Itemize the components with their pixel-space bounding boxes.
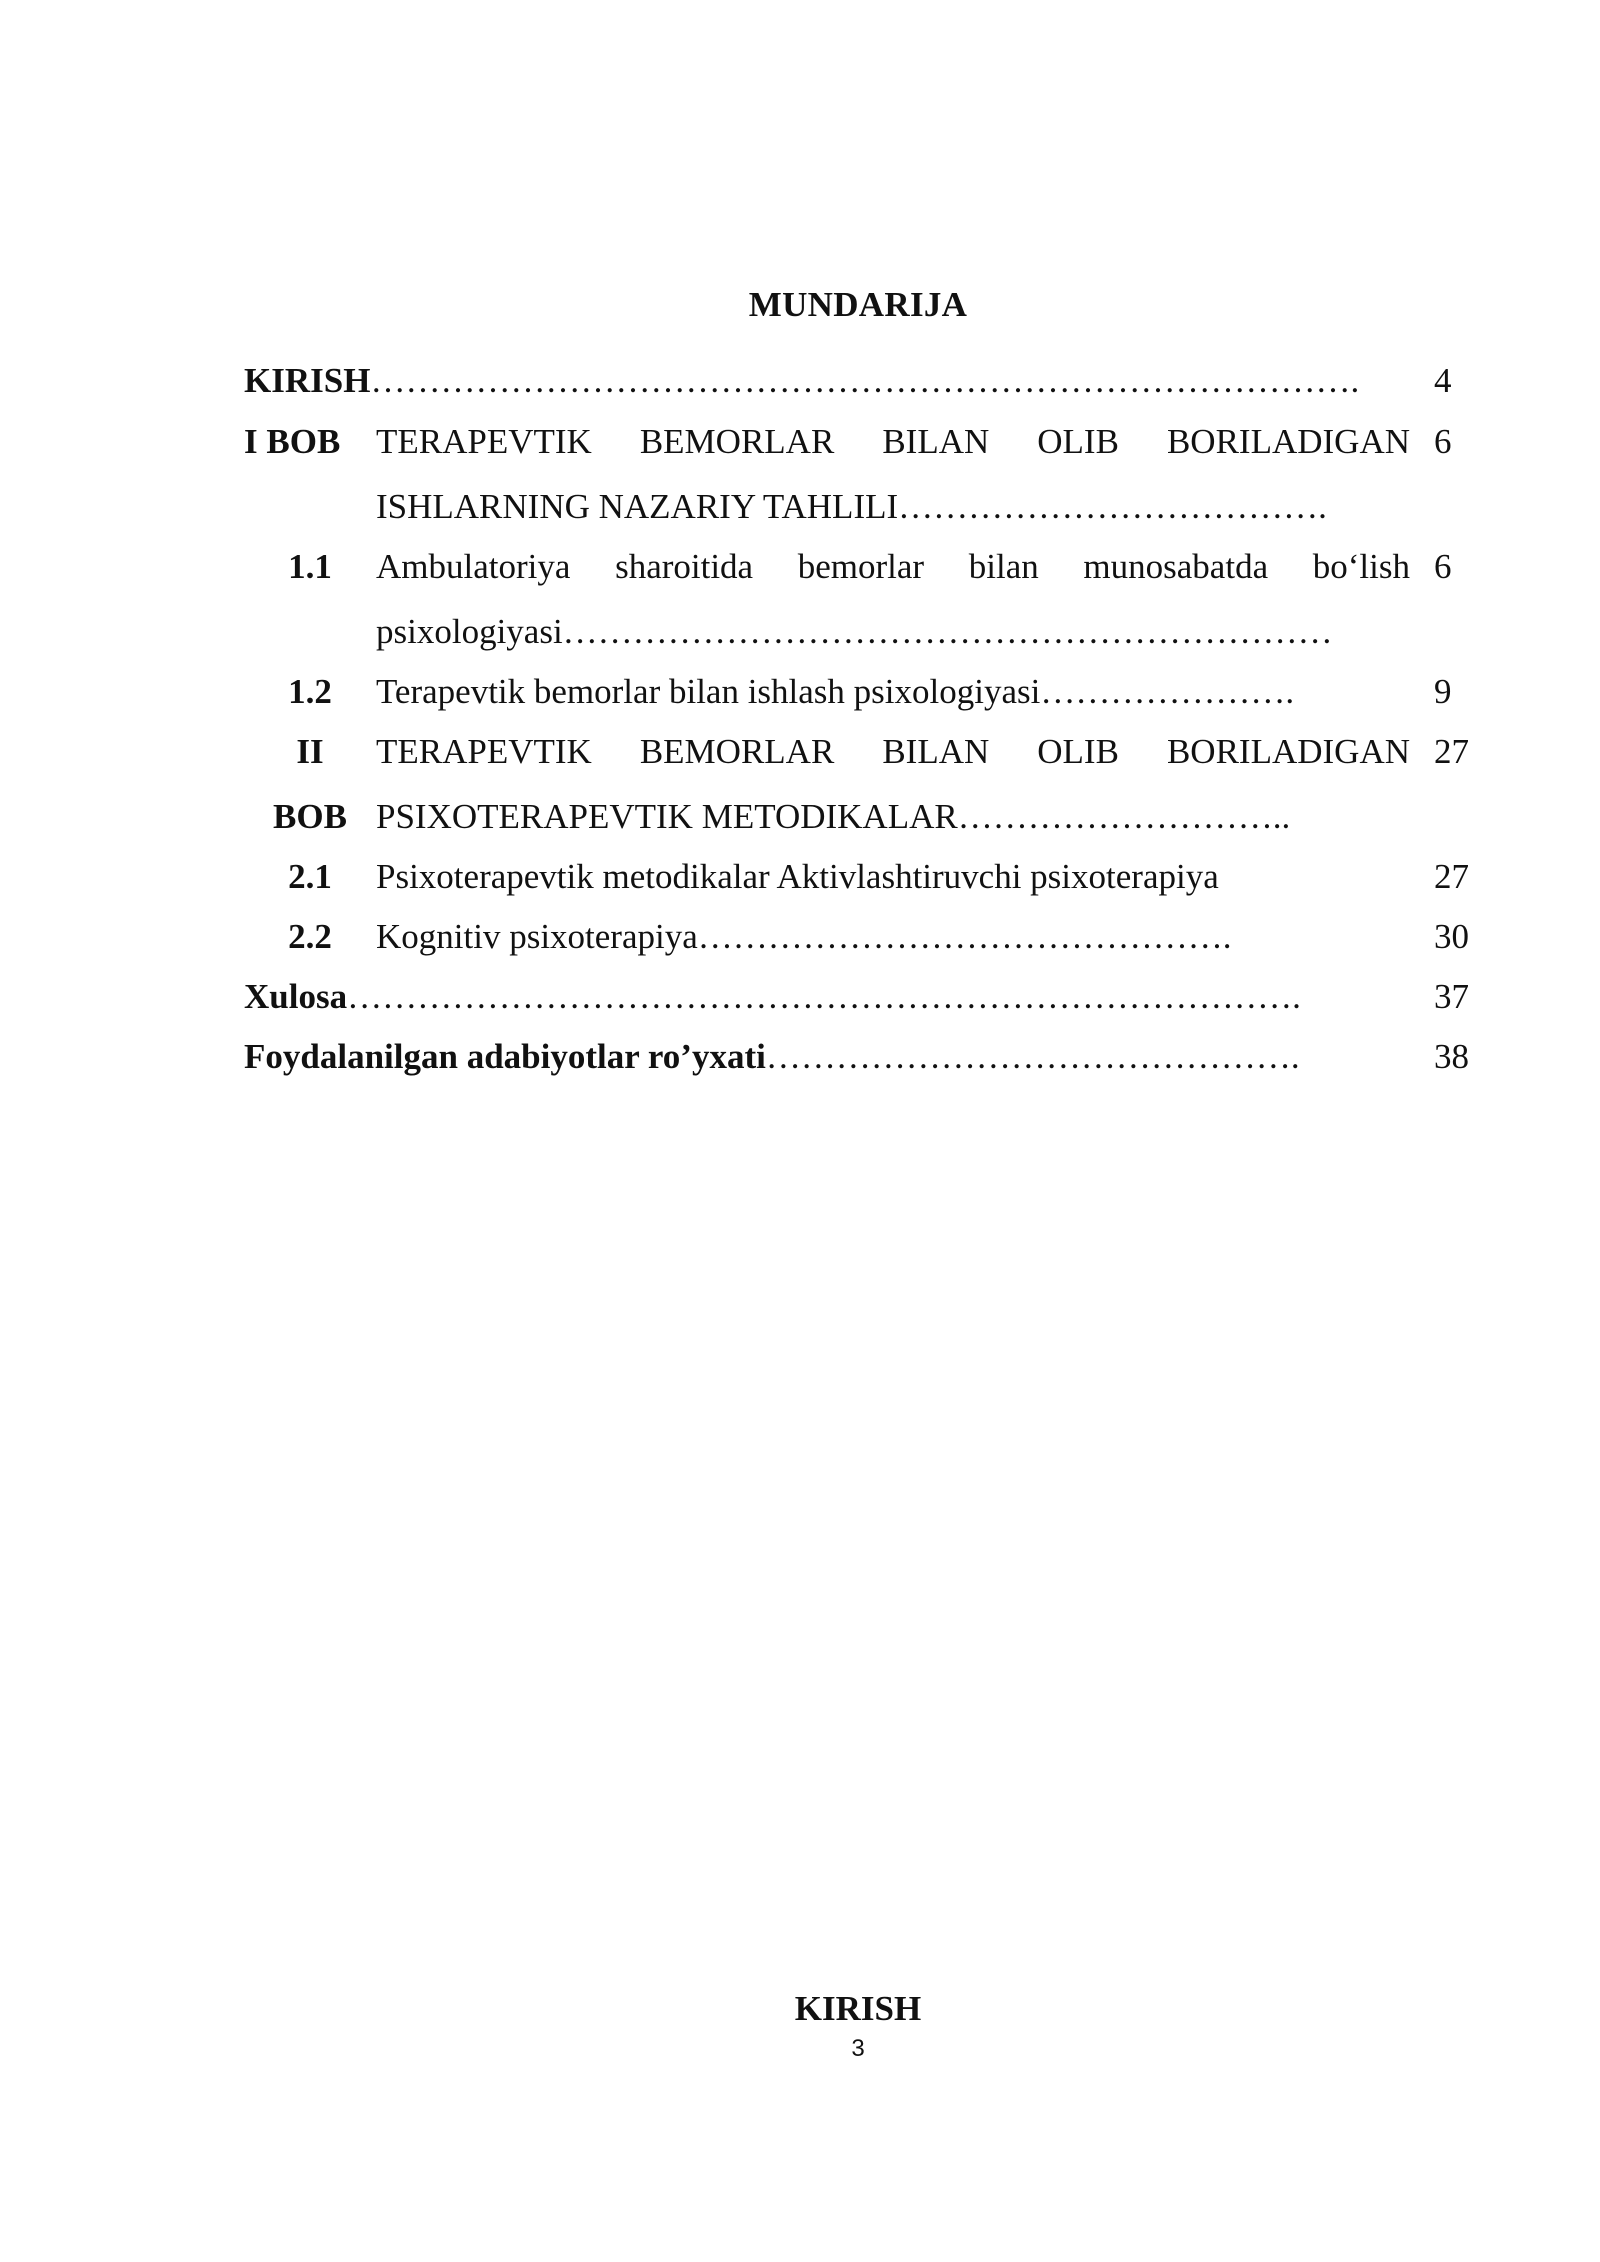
toc-entry-title-line1: Psixoterapevtik metodikalar Aktivlashtiruvchi psixoterapiya xyxy=(376,857,1219,896)
toc-page-number: 37 xyxy=(1434,977,1469,1016)
toc-entry-title-line1: Ambulatoriya sharoitida bemorlar bilan munosabatda bo‘lish xyxy=(376,547,1410,586)
toc-entry-title-line1: TERAPEVTIK BEMORLAR BILAN OLIB BORILADIGAN xyxy=(376,732,1410,771)
toc-section-number: 1.1 xyxy=(288,547,332,586)
toc-entry-label: Xulosa xyxy=(244,977,348,1016)
toc-entry-title-line1: TERAPEVTIK BEMORLAR BILAN OLIB BORILADIGAN xyxy=(376,422,1410,461)
page-title: MUNDARIJA xyxy=(748,285,968,324)
toc-entry-label: KIRISH xyxy=(244,361,371,400)
toc-section-number: 2.1 xyxy=(288,857,332,896)
toc-page-number: 4 xyxy=(1434,361,1452,400)
toc-entry-title-line2: psixologiyasi………………………………………………………… xyxy=(376,612,1333,651)
toc-chapter-number: BOB xyxy=(273,797,347,836)
toc-section-number: 2.2 xyxy=(288,917,332,956)
page-number: 3 xyxy=(851,2035,865,2062)
toc-chapter-number: II xyxy=(296,732,324,771)
toc-page-number: 9 xyxy=(1434,672,1452,711)
toc-leader: ………………………………………………………………………. xyxy=(347,977,1301,1016)
toc-page-number: 6 xyxy=(1434,547,1452,586)
toc-entry-title-line1: Kognitiv psixoterapiya………………………………………. xyxy=(376,917,1232,956)
toc-leader: ………………………………………. xyxy=(765,1037,1300,1076)
toc-entry-title-line2: ISHLARNING NAZARIY TAHLILI………………………………. xyxy=(376,487,1327,526)
toc-entry-title-line2: PSIXOTERAPEVTIK METODIKALAR……………………….. xyxy=(376,797,1291,836)
toc-page-number: 30 xyxy=(1434,917,1469,956)
toc-page-number: 27 xyxy=(1434,857,1469,896)
toc-section-number: 1.2 xyxy=(288,672,332,711)
toc-page-number: 6 xyxy=(1434,422,1452,461)
section-heading-kirish: KIRISH xyxy=(794,1989,922,2028)
toc-chapter-number: I BOB xyxy=(244,422,341,461)
toc-page-number: 27 xyxy=(1434,732,1469,771)
toc-entry-title-line1: Terapevtik bemorlar bilan ishlash psixologiyasi…………………. xyxy=(376,672,1295,711)
toc-leader: …………………………………………………………………………. xyxy=(370,361,1360,400)
toc-page-number: 38 xyxy=(1434,1037,1469,1076)
toc-entry-label: Foydalanilgan adabiyotlar ro’yxati xyxy=(244,1037,766,1076)
